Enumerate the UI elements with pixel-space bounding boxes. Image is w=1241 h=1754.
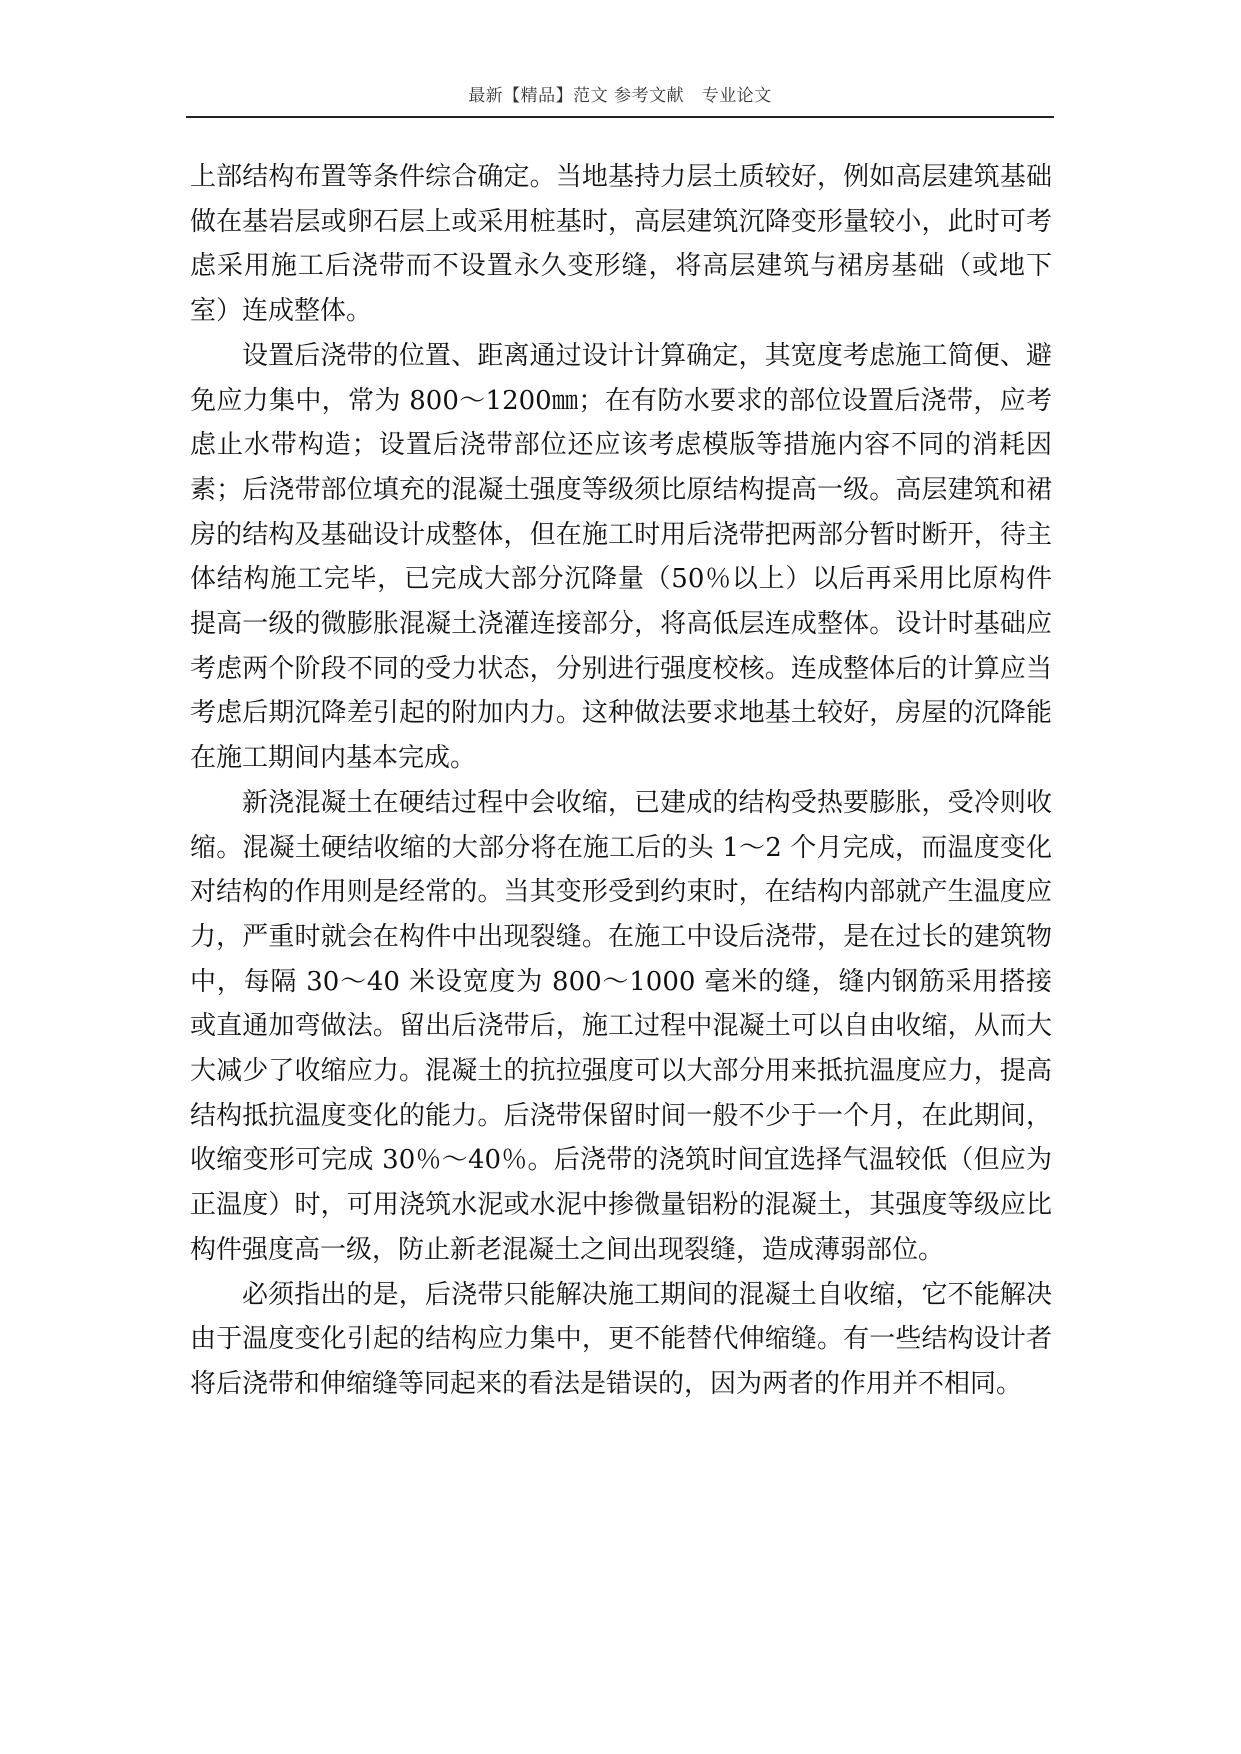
paragraph-1: 上部结构布置等条件综合确定。当地基持力层土质较好，例如高层建筑基础做在基岩层或卵石层上或采用桩基时，高层建筑沉降变形量较小，此时可考虑采用施工后浇带而不设置永久变形缝，将高层建筑与裙房基础（或地下室）连成整体。 (190, 162, 1052, 327)
document-body (190, 155, 1052, 1407)
paragraph-4: 必须指出的是，后浇带只能解决施工期间的混凝土自收缩，它不能解决由于温度变化引起的结构应力集中，更不能替代伸缩缝。有一些结构设计者将后浇带和伸缩缝等同起来的看法是错误的，因为两者的作用并不相同。 (190, 1279, 1052, 1399)
header-text: 最新【精品】范文 参考文献 专业论文 (468, 86, 772, 106)
page-header (186, 84, 1054, 118)
paragraph-3: 新浇混凝土在硬结过程中会收缩，已建成的结构受热要膨胀，受冷则收缩。混凝土硬结收缩的大部分将在施工后的头 1～2 个月完成，而温度变化对结构的作用则是经常的。当其变形受到约束时，在结构内部就产生温度应力，严重时就会在构件中出现裂缝。在施工中设后浇带，是在过长的建筑物中，每隔 30～40 米设宽度为 800～1000 毫米的缝，缝内钢筋采用搭接或直通加弯做法。留出后浇带后，施工过程中混凝土可以自由收缩，从而大大减少了收缩应力。混凝土的抗拉强度可以大部分用来抵抗温度应力，提高结构抵抗温度变化的能力。后浇带保留时间一般不少于一个月，在此期间，收缩变形可完成 30％～40％。后浇带的浇筑时间宜选择气温较低（但应为正温度）时，可用浇筑水泥或水泥中掺微量铝粉的混凝土，其强度等级应比构件强度高一级，防止新老混凝土之间出现裂缝，造成薄弱部位。 (190, 787, 1052, 1265)
paragraph-2: 设置后浇带的位置、距离通过设计计算确定，其宽度考虑施工简便、避免应力集中，常为 800～1200㎜；在有防水要求的部位设置后浇带，应考虑止水带构造；设置后浇带部位还应该考虑模版等措施内容不同的消耗因素；后浇带部位填充的混凝土强度等级须比原结构提高一级。高层建筑和裙房的结构及基础设计成整体，但在施工时用后浇带把两部分暂时断开，待主体结构施工完毕，已完成大部分沉降量（50％以上）以后再采用比原构件提高一级的微膨胀混凝土浇灌连接部分，将高低层连成整体。设计时基础应考虑两个阶段不同的受力状态，分别进行强度校核。连成整体后的计算应当考虑后期沉降差引起的附加内力。这种做法要求地基土较好，房屋的沉降能在施工期间内基本完成。 (190, 340, 1052, 774)
